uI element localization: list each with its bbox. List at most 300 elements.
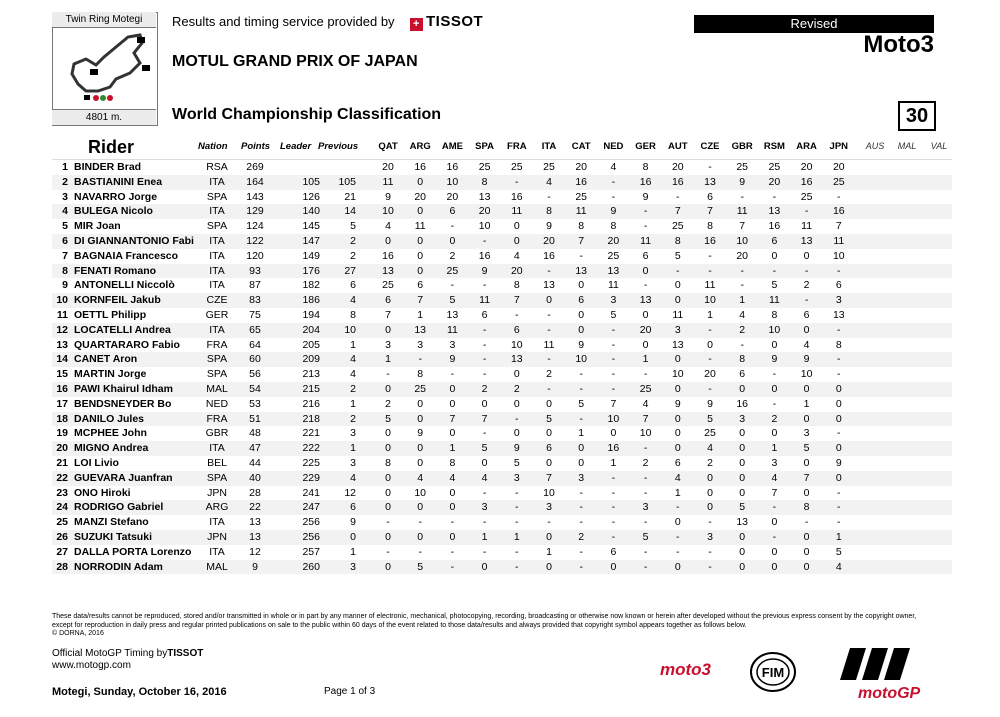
race-points: - xyxy=(740,279,744,292)
rider-points: 22 xyxy=(249,501,261,514)
race-points: - xyxy=(643,486,648,499)
race-points: 6 xyxy=(385,294,391,307)
race-points: 13 xyxy=(736,516,749,529)
race-points: 6 xyxy=(546,442,552,455)
table-row xyxy=(52,175,952,190)
rider-points: 122 xyxy=(246,235,264,247)
race-points: 11 xyxy=(575,205,587,218)
race-points: 9 xyxy=(481,264,488,277)
rider-gap-leader: 149 xyxy=(302,249,320,262)
rider-position: 3 xyxy=(62,190,68,203)
rider-gap-leader: 257 xyxy=(302,545,320,558)
race-points: - xyxy=(515,560,519,573)
race-points: - xyxy=(611,486,616,499)
race-points: 25 xyxy=(704,427,716,440)
race-points: 16 xyxy=(382,249,394,262)
race-points: 7 xyxy=(449,412,456,425)
race-points: 0 xyxy=(771,383,778,395)
race-points: 4 xyxy=(803,338,810,351)
race-points: 0 xyxy=(674,560,681,573)
race-points: 5 xyxy=(385,412,391,425)
race-points: 1 xyxy=(835,531,842,543)
rider-name: DALLA PORTA Lorenzo xyxy=(74,545,192,558)
rider-nation: ITA xyxy=(209,264,225,277)
race-points: - xyxy=(450,516,455,529)
race-points: 8 xyxy=(642,161,649,173)
race-points: 11 xyxy=(833,235,845,247)
race-points: - xyxy=(676,545,680,558)
rider-nation: FRA xyxy=(206,412,228,425)
rider-name: MIGNO Andrea xyxy=(74,442,149,455)
race-points: 4 xyxy=(835,560,842,573)
rider-gap-previous: 14 xyxy=(344,205,356,218)
race-points: 0 xyxy=(417,235,424,247)
race-points: 20 xyxy=(382,161,394,173)
rider-gap-previous: 5 xyxy=(350,220,356,233)
race-points: - xyxy=(579,249,583,262)
race-points: - xyxy=(643,368,648,381)
race-points: 13 xyxy=(832,309,845,321)
col-race: FRA xyxy=(507,141,527,152)
race-points: - xyxy=(676,531,680,543)
race-points: 0 xyxy=(481,457,488,469)
race-points: 25 xyxy=(543,161,555,173)
race-points: 6 xyxy=(835,279,842,292)
race-points: 0 xyxy=(578,323,585,336)
rider-position: 4 xyxy=(62,205,68,218)
race-points: - xyxy=(837,516,841,529)
race-points: 8 xyxy=(417,368,424,381)
race-points: 6 xyxy=(578,294,585,307)
race-points: - xyxy=(708,560,712,573)
race-points: 7 xyxy=(481,412,488,425)
col-future-race: AUS xyxy=(865,141,885,151)
race-points: - xyxy=(708,161,712,173)
race-points: 0 xyxy=(385,323,391,336)
rider-points: 124 xyxy=(246,220,264,233)
race-points: 16 xyxy=(736,397,749,410)
race-points: 0 xyxy=(417,249,424,262)
race-points: 7 xyxy=(513,294,520,307)
race-points: - xyxy=(837,264,841,277)
race-points: 0 xyxy=(771,516,778,529)
race-points: 9 xyxy=(739,175,746,188)
rider-points: 28 xyxy=(249,486,261,499)
race-points: 0 xyxy=(707,501,713,514)
race-points: 25 xyxy=(639,383,652,395)
race-points: - xyxy=(837,486,841,499)
race-points: 11 xyxy=(672,309,684,321)
race-points: 0 xyxy=(739,560,746,573)
race-points: 0 xyxy=(674,412,681,425)
table-row xyxy=(52,338,952,353)
moto3-logo: moto3 xyxy=(660,660,711,679)
race-points: 20 xyxy=(446,190,459,203)
race-points: 20 xyxy=(768,175,781,188)
race-points: 0 xyxy=(674,442,681,455)
race-points: 4 xyxy=(739,309,746,321)
rider-name: LOI Livio xyxy=(74,457,119,469)
race-points: - xyxy=(837,190,841,203)
race-points: 0 xyxy=(707,471,713,484)
rider-position: 16 xyxy=(56,383,68,395)
race-points: 10 xyxy=(704,294,716,307)
rider-points: 48 xyxy=(249,427,261,440)
race-points: 0 xyxy=(771,338,778,351)
race-points: - xyxy=(676,264,680,277)
rider-name: MIR Joan xyxy=(74,220,121,233)
rider-points: 53 xyxy=(249,397,261,410)
race-points: 1 xyxy=(578,427,585,440)
rider-name: BULEGA Nicolo xyxy=(74,205,153,218)
table-row xyxy=(52,412,952,427)
race-points: 1 xyxy=(739,294,746,307)
race-points: 10 xyxy=(543,486,555,499)
race-points: 4 xyxy=(642,397,649,410)
race-points: - xyxy=(772,397,777,410)
rider-points: 13 xyxy=(249,531,261,543)
race-points: 2 xyxy=(707,457,713,469)
rider-points: 47 xyxy=(249,442,261,455)
rider-name: ONO Hiroki xyxy=(74,486,131,499)
col-race: AUT xyxy=(668,141,688,152)
rider-name: ANTONELLI Niccolò xyxy=(74,279,175,292)
rider-gap-previous: 1 xyxy=(350,545,356,558)
col-nation: Nation xyxy=(198,141,228,152)
race-points: 20 xyxy=(639,323,652,336)
provider-text: Results and timing service provided by xyxy=(172,14,395,29)
race-points: - xyxy=(611,368,616,381)
race-points: 20 xyxy=(510,264,523,277)
rider-gap-leader: 222 xyxy=(302,442,320,455)
tissot-brand: TISSOT xyxy=(426,13,484,30)
race-points: 0 xyxy=(610,427,617,440)
rider-nation: JPN xyxy=(207,531,227,543)
race-points: - xyxy=(772,531,777,543)
rider-nation: SPA xyxy=(206,471,228,484)
race-points: 0 xyxy=(513,397,520,410)
race-points: 3 xyxy=(610,294,617,307)
race-points: 2 xyxy=(481,383,488,395)
race-points: 5 xyxy=(481,442,488,455)
race-points: 9 xyxy=(771,353,778,366)
revised-badge: Revised xyxy=(694,15,934,33)
race-points: 0 xyxy=(385,235,391,247)
race-points: 0 xyxy=(417,531,424,543)
race-points: - xyxy=(740,338,744,351)
rider-gap-leader: 205 xyxy=(302,338,320,351)
race-points: 0 xyxy=(513,235,520,247)
rider-position: 5 xyxy=(62,220,68,233)
race-points: - xyxy=(676,501,680,514)
race-points: - xyxy=(611,531,616,543)
race-points: 9 xyxy=(835,457,842,469)
race-points: 25 xyxy=(446,264,459,277)
race-points: 10 xyxy=(446,175,459,188)
rider-position: 23 xyxy=(56,486,68,499)
rider-position: 6 xyxy=(62,235,68,247)
rider-points: 64 xyxy=(249,338,261,351)
race-points: 0 xyxy=(803,531,810,543)
race-points: - xyxy=(515,516,519,529)
race-points: - xyxy=(386,516,390,529)
rider-points: 9 xyxy=(252,560,258,573)
rider-position: 25 xyxy=(56,516,68,529)
rider-gap-previous: 1 xyxy=(350,442,356,455)
race-points: 0 xyxy=(578,457,585,469)
rider-name: NAVARRO Jorge xyxy=(74,190,158,203)
race-points: 0 xyxy=(417,442,424,455)
table-row xyxy=(52,397,952,412)
rider-gap-leader: 229 xyxy=(302,471,320,484)
table-row xyxy=(52,219,952,234)
race-points: 0 xyxy=(707,338,713,351)
race-points: 6 xyxy=(610,545,617,558)
rider-nation: ITA xyxy=(209,249,225,262)
race-points: 0 xyxy=(803,545,810,558)
race-points: 0 xyxy=(417,412,424,425)
rider-nation: SPA xyxy=(206,190,228,203)
timing-label: Official MotoGP Timing by xyxy=(52,648,168,659)
race-points: - xyxy=(611,175,616,188)
race-points: 0 xyxy=(417,175,424,188)
race-points: - xyxy=(547,383,551,395)
page-indicator: Page 1 of 3 xyxy=(324,686,376,697)
race-points: 1 xyxy=(771,442,778,455)
race-points: 9 xyxy=(674,397,681,410)
race-points: - xyxy=(643,220,648,233)
race-points: - xyxy=(450,220,455,233)
race-points: - xyxy=(643,442,648,455)
race-points: 16 xyxy=(414,161,427,173)
race-points: - xyxy=(611,353,616,366)
col-race: GBR xyxy=(731,141,753,152)
race-points: 11 xyxy=(543,338,555,351)
table-row xyxy=(52,190,952,205)
rider-position: 17 xyxy=(56,397,68,410)
rider-nation: ITA xyxy=(209,205,225,218)
race-points: 25 xyxy=(607,249,620,262)
rider-nation: GBR xyxy=(205,427,229,440)
col-race: CAT xyxy=(571,141,591,152)
rider-name: MARTIN Jorge xyxy=(74,368,147,381)
rider-nation: RSA xyxy=(206,161,228,173)
race-points: 13 xyxy=(510,353,523,366)
race-points: - xyxy=(708,323,712,336)
race-points: 20 xyxy=(832,161,845,173)
race-points: 13 xyxy=(800,235,813,247)
motogp-logo-text: motoGP xyxy=(858,685,921,702)
race-points: 0 xyxy=(674,383,681,395)
rider-gap-leader: 204 xyxy=(302,323,320,336)
rider-nation: BEL xyxy=(207,457,227,469)
race-points: - xyxy=(579,560,583,573)
race-points: 8 xyxy=(610,220,617,233)
race-points: 0 xyxy=(449,531,456,543)
race-points: 7 xyxy=(610,397,617,410)
race-points: - xyxy=(611,501,616,514)
race-points: 8 xyxy=(481,175,488,188)
table-row xyxy=(52,323,952,338)
rider-gap-previous: 2 xyxy=(350,383,356,395)
rider-nation: SPA xyxy=(206,353,228,366)
race-points: - xyxy=(611,338,616,351)
race-points: 9 xyxy=(578,338,585,351)
rider-position: 1 xyxy=(62,161,68,173)
rider-points: 164 xyxy=(246,175,264,188)
race-points: 16 xyxy=(478,249,491,262)
rider-points: 40 xyxy=(249,471,261,484)
rider-nation: GER xyxy=(205,309,229,321)
race-points: 6 xyxy=(513,323,520,336)
race-points: - xyxy=(676,190,680,203)
race-points: 2 xyxy=(385,397,391,410)
race-points: - xyxy=(450,368,455,381)
rider-name: BASTIANINI Enea xyxy=(74,175,163,188)
race-points: 3 xyxy=(739,412,746,425)
race-points: 0 xyxy=(449,501,456,514)
race-points: - xyxy=(482,368,487,381)
event-title: MOTUL GRAND PRIX OF JAPAN xyxy=(172,53,418,70)
rider-position: 21 xyxy=(56,457,68,469)
race-points: 0 xyxy=(449,397,456,410)
race-points: 0 xyxy=(449,427,456,440)
rider-gap-leader: 256 xyxy=(302,516,320,529)
race-points: 20 xyxy=(478,205,491,218)
rider-points: 93 xyxy=(249,264,261,277)
race-points: 7 xyxy=(642,412,649,425)
race-points: 8 xyxy=(835,338,842,351)
table-header xyxy=(52,139,952,160)
race-points: 6 xyxy=(449,205,456,218)
race-points: 2 xyxy=(771,412,778,425)
race-points: 0 xyxy=(385,531,391,543)
timing-brand: TISSOT xyxy=(167,648,204,659)
race-points: 0 xyxy=(739,427,746,440)
rider-gap-previous: 8 xyxy=(350,309,356,321)
race-points: 0 xyxy=(739,531,746,543)
rider-gap-leader: 105 xyxy=(302,175,320,188)
rider-position: 15 xyxy=(56,368,68,381)
race-points: 7 xyxy=(578,235,585,247)
race-points: 0 xyxy=(417,457,424,469)
website-link[interactable]: www.motogp.com xyxy=(52,660,131,671)
race-points: 7 xyxy=(385,309,391,321)
race-points: 0 xyxy=(481,560,488,573)
copyright-owner: © DORNA, 2016 xyxy=(52,630,104,637)
table-row xyxy=(52,500,952,515)
race-points: 3 xyxy=(578,471,585,484)
race-points: 8 xyxy=(449,457,456,469)
race-points: 0 xyxy=(546,560,552,573)
race-points: 20 xyxy=(607,235,620,247)
race-points: - xyxy=(579,501,583,514)
rider-gap-previous: 1 xyxy=(350,338,356,351)
rider-gap-leader: 176 xyxy=(302,264,320,277)
race-points: 0 xyxy=(674,427,681,440)
race-points: 0 xyxy=(578,309,585,321)
race-points: 16 xyxy=(832,205,845,218)
race-points: 0 xyxy=(835,471,842,484)
col-race: SPA xyxy=(475,141,495,152)
race-points: 1 xyxy=(707,309,713,321)
race-points: 8 xyxy=(707,220,713,233)
race-points: 9 xyxy=(385,190,391,203)
race-points: 13 xyxy=(639,294,652,307)
rider-name: DANILO Jules xyxy=(74,412,145,425)
rider-nation: MAL xyxy=(206,560,228,573)
race-points: 9 xyxy=(417,427,424,440)
race-points: 6 xyxy=(707,190,713,203)
race-points: 0 xyxy=(771,427,778,440)
race-points: 6 xyxy=(674,457,681,469)
race-points: 0 xyxy=(385,442,391,455)
timing-credit xyxy=(52,648,203,659)
race-points: - xyxy=(450,279,455,292)
race-points: 0 xyxy=(739,457,746,469)
race-points: 5 xyxy=(803,442,810,455)
rider-gap-previous: 0 xyxy=(350,531,356,543)
race-points: 4 xyxy=(707,442,713,455)
race-points: 4 xyxy=(513,249,520,262)
rider-gap-previous: 4 xyxy=(350,368,356,381)
rider-nation: NED xyxy=(205,397,229,410)
rider-gap-previous: 6 xyxy=(350,501,356,514)
race-points: - xyxy=(837,323,841,336)
rider-gap-previous: 21 xyxy=(344,190,356,203)
race-points: 16 xyxy=(639,175,652,188)
rider-gap-previous: 27 xyxy=(344,264,356,277)
race-points: 11 xyxy=(768,294,780,307)
table-row xyxy=(52,278,952,293)
rider-gap-leader: 218 xyxy=(302,412,320,425)
rider-nation: CZE xyxy=(206,294,228,307)
race-points: 0 xyxy=(739,545,746,558)
table-row xyxy=(52,249,952,264)
table-row xyxy=(52,234,952,249)
race-points: - xyxy=(804,205,809,218)
race-points: 16 xyxy=(446,161,459,173)
race-points: - xyxy=(482,235,487,247)
rider-position: 20 xyxy=(56,442,68,455)
rider-gap-previous: 9 xyxy=(350,516,356,529)
race-points: 4 xyxy=(481,471,488,484)
rider-name: RODRIGO Gabriel xyxy=(74,501,164,514)
race-points: 2 xyxy=(739,323,746,336)
rider-gap-leader: 256 xyxy=(302,531,320,543)
race-points: - xyxy=(611,190,616,203)
col-race: ARA xyxy=(796,141,817,152)
race-points: 6 xyxy=(481,309,488,321)
race-points: 0 xyxy=(835,412,842,425)
race-points: 0 xyxy=(803,412,810,425)
rider-name: BENDSNEYDER Bo xyxy=(74,397,172,410)
rider-points: 56 xyxy=(249,368,261,381)
race-points: 8 xyxy=(578,220,585,233)
race-points: 25 xyxy=(382,279,394,292)
race-points: 5 xyxy=(674,249,681,262)
race-points: 1 xyxy=(449,442,456,455)
race-points: 0 xyxy=(803,383,810,395)
race-points: 0 xyxy=(642,338,649,351)
race-points: - xyxy=(515,486,519,499)
race-points: 5 xyxy=(835,545,842,558)
rider-gap-leader: 126 xyxy=(302,190,320,203)
race-points: 2 xyxy=(803,279,810,292)
race-points: 20 xyxy=(414,190,427,203)
rider-position: 8 xyxy=(62,264,68,277)
race-points: - xyxy=(515,175,519,188)
